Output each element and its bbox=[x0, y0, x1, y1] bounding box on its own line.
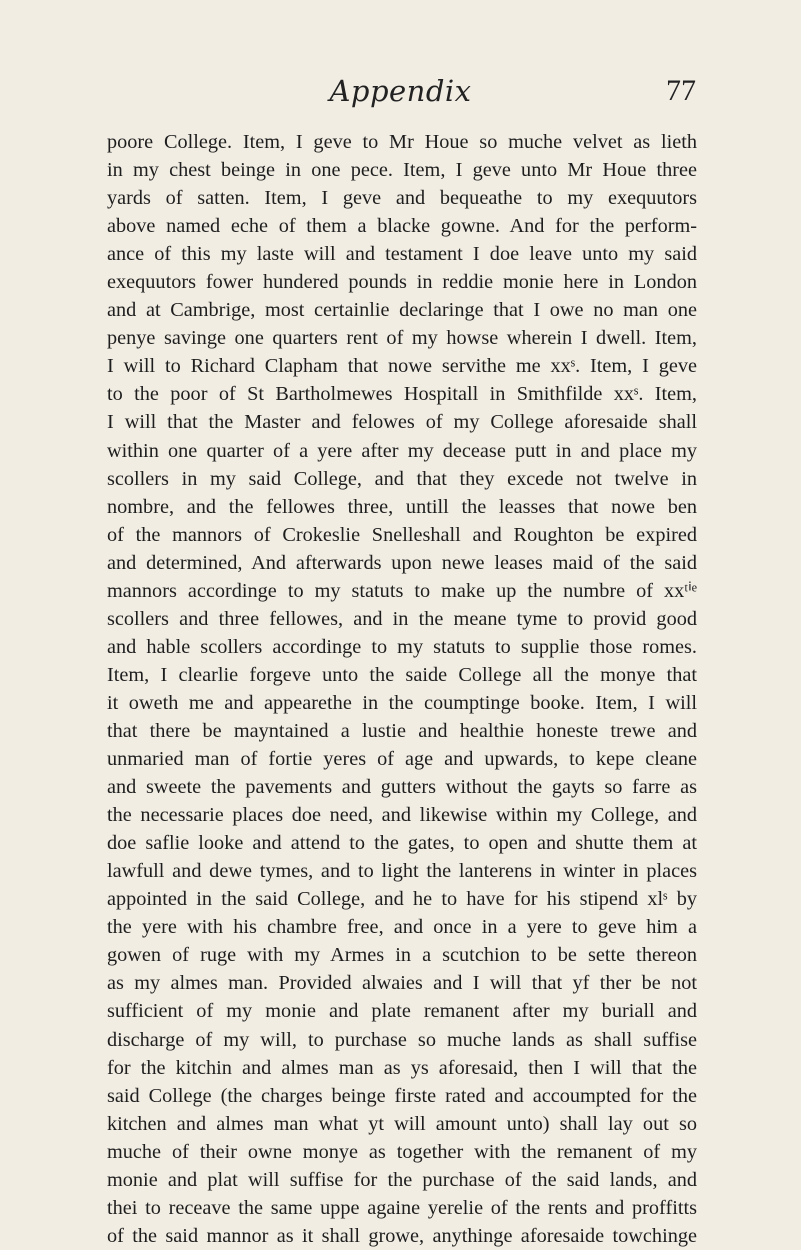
text-line: muche of their owne monye as together with the remanent of my bbox=[107, 1140, 697, 1163]
text-line: Item, I clearlie forgeve unto the saide College all the monye that bbox=[107, 663, 697, 686]
text-line: sufficient of my monie and plate remanent after my buriall and bbox=[107, 1000, 697, 1023]
text-line: doe saflie looke and attend to the gates, to open and shutte them at bbox=[107, 832, 697, 855]
text-line: within one quarter of a yere after my decease putt in and place my bbox=[107, 439, 697, 462]
text-line: I will that the Master and felowes of my College aforesaide shall bbox=[107, 411, 697, 434]
running-title: Appendix bbox=[329, 74, 472, 108]
text-line: the necessarie places doe need, and likewise within my College, and bbox=[107, 804, 697, 827]
text-line: thei to receave the same uppe againe yerelie of the rents and proffitts bbox=[107, 1196, 697, 1219]
text-line: of the mannors of Crokeslie Snelleshall and Roughton be expired bbox=[107, 523, 697, 546]
text-line: and at Cambrige, most certainlie declaringe that I owe no man one bbox=[107, 299, 697, 322]
text-line: and sweete the pavements and gutters without the gayts so farre as bbox=[107, 776, 697, 799]
text-line: monie and plat will suffise for the purchase of the said lands, and bbox=[107, 1168, 697, 1191]
text-line: and determined, And afterwards upon newe leases maid of the said bbox=[107, 551, 697, 574]
text-line: discharge of my will, to purchase so muche lands as shall suffise bbox=[107, 1028, 697, 1051]
text-line: scollers in my said College, and that they excede not twelve in bbox=[107, 467, 697, 490]
text-line: lawfull and dewe tymes, and to light the lanterens in winter in places bbox=[107, 860, 697, 883]
text-line: in my chest beinge in one pece. Item, I geve unto Mr Houe three bbox=[107, 159, 697, 182]
body-text bbox=[107, 128, 697, 1250]
text-line: penye savinge one quarters rent of my howse wherein I dwell. Item, bbox=[107, 327, 697, 350]
text-line: kitchen and almes man what yt will amount unto) shall lay out so bbox=[107, 1112, 697, 1135]
text-line: ance of this my laste will and testament I doe leave unto my said bbox=[107, 243, 697, 266]
text-line: gowen of ruge with my Armes in a scutchion to be sette thereon bbox=[107, 944, 697, 967]
text-line: yards of satten. Item, I geve and bequeathe to my exequutors bbox=[107, 187, 697, 210]
page-header bbox=[0, 74, 801, 118]
text-line: I will to Richard Clapham that nowe servithe me xxˢ. Item, I geve bbox=[107, 355, 697, 378]
text-line: that there be mayntained a lustie and healthie honeste trewe and bbox=[107, 719, 697, 742]
text-line: exequutors fower hundered pounds in reddie monie here in London bbox=[107, 271, 697, 294]
text-line: it oweth me and appearethe in the coumptinge booke. Item, I will bbox=[107, 691, 697, 714]
text-line: nombre, and the fellowes three, untill the leasses that nowe ben bbox=[107, 495, 697, 518]
text-line: mannors accordinge to my statuts to make up the numbre of xxᵗⁱᵉ bbox=[107, 579, 697, 602]
text-line: said College (the charges beinge firste rated and accoumpted for the bbox=[107, 1084, 697, 1107]
page-number: 77 bbox=[666, 74, 696, 107]
text-line: above named eche of them a blacke gowne. And for the perform- bbox=[107, 215, 697, 238]
text-line: to the poor of St Bartholmewes Hospitall in Smithfilde xxˢ. Item, bbox=[107, 383, 697, 406]
text-line: and hable scollers accordinge to my statuts to supplie those romes. bbox=[107, 635, 697, 658]
text-line: the yere with his chambre free, and once in a yere to geve him a bbox=[107, 916, 697, 939]
text-line: for the kitchin and almes man as ys aforesaid, then I will that the bbox=[107, 1056, 697, 1079]
text-line: scollers and three fellowes, and in the meane tyme to provid good bbox=[107, 607, 697, 630]
text-line: unmaried man of fortie yeres of age and upwards, to kepe cleane bbox=[107, 748, 697, 771]
text-line: appointed in the said College, and he to have for his stipend xlˢ by bbox=[107, 888, 697, 911]
text-line: poore College. Item, I geve to Mr Houe so muche velvet as lieth bbox=[107, 131, 697, 153]
text-line: as my almes man. Provided alwaies and I will that yf ther be not bbox=[107, 972, 697, 995]
text-line: of the said mannor as it shall growe, anythinge aforesaide towchinge bbox=[107, 1224, 697, 1247]
